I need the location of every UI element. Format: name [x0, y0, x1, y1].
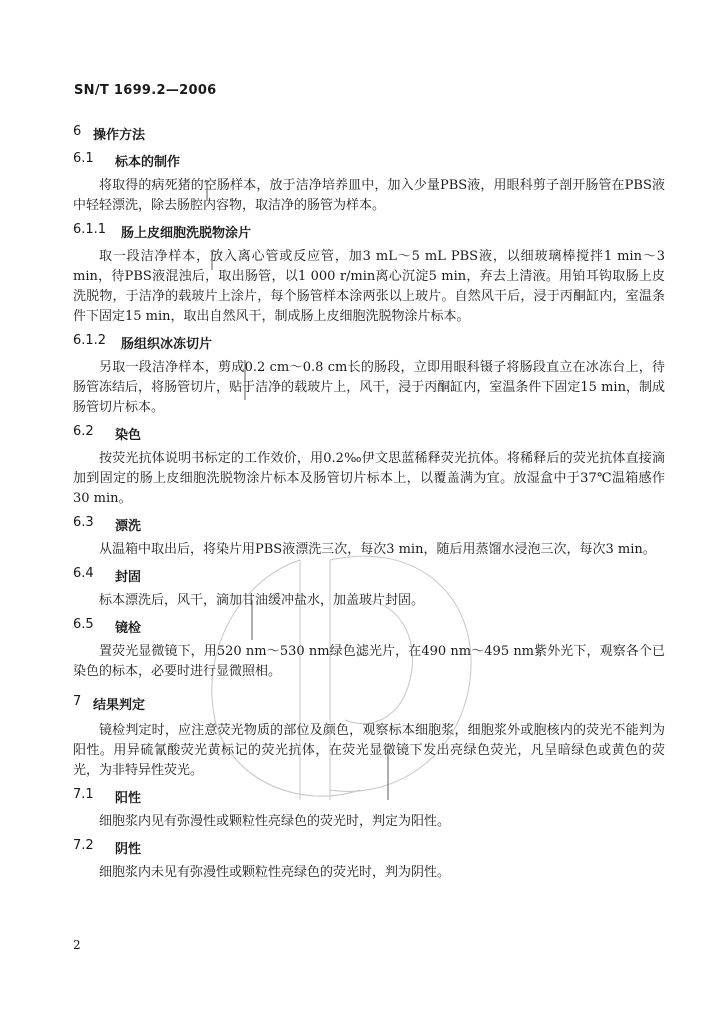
page-number: 2	[73, 938, 81, 952]
section-number: 6.2	[73, 424, 94, 439]
standard-number: SN/T 1699.2—2006	[74, 83, 217, 98]
section-heading	[73, 124, 665, 143]
section-title: 染色	[115, 428, 142, 443]
section-title: 镜检	[115, 621, 142, 636]
paragraph: 细胞浆内见有弥漫性或颗粒性亮绿色的荧光时，判定为阳性。	[99, 814, 451, 829]
section-title: 操作方法	[93, 128, 146, 143]
paragraph: 取一段洁净样本，放入离心管或反应管，加3 mL～5 mL PBS液，以细玻璃棒搅拌1 min～3 min，待PBS液混浊后，取出肠管，以1 000 r/min离心沉淀5 min，弃去上清液。用铂耳钩取肠上皮洗脱物，于洁净的载玻片上涂片，每个肠管样本涂两张以上玻片。自然风干后，浸于丙酮缸内，室温条件下固定15 min，取出自然风干，制成肠上皮细胞洗脱物涂片标本。	[73, 249, 665, 324]
section-heading	[73, 151, 665, 170]
paragraph: 另取一段洁净样本，剪成0.2 cm～0.8 cm长的肠段，立即用眼科镊子将肠段直立在冰冻台上，待肠管冻结后，将肠管切片，贴于洁净的载玻片上，风干，浸于丙酮缸内，室温条件下固定15 min，制成肠管切片标本。	[73, 360, 665, 415]
section-title: 结果判定	[93, 698, 146, 713]
paragraph: 按荧光抗体说明书标定的工作效价，用0.2‰伊文思蓝稀释荧光抗体。将稀释后的荧光抗体直接滴加到固定的肠上皮细胞洗脱物涂片标本及肠管切片标本上，以覆盖满为宜。放湿盒中于37℃温箱感作30 min。	[73, 451, 665, 506]
section-number: 7.2	[73, 838, 94, 853]
section-number: 6.5	[73, 617, 94, 632]
paragraph: 将取得的病死猪的空肠样本，放于洁净培养皿中，加入少量PBS液，用眼科剪子剖开肠管在PBS液中轻轻漂洗，除去肠腔内容物，取洁净的肠管为样本。	[73, 178, 665, 213]
section-number: 6.1.1	[73, 222, 107, 237]
section-title: 阴性	[115, 842, 142, 857]
section-heading	[73, 333, 665, 352]
section-heading	[73, 515, 665, 534]
section-heading	[73, 617, 665, 636]
section-title: 肠上皮细胞洗脱物涂片	[121, 226, 252, 241]
section-title: 漂洗	[115, 519, 142, 534]
section-number: 6.1	[73, 151, 94, 166]
section-heading	[73, 787, 665, 806]
section-title: 肠组织冰冻切片	[121, 337, 213, 352]
paragraph: 标本漂洗后，风干，滴加甘油缓冲盐水，加盖玻片封固。	[99, 593, 425, 608]
section-number: 6.4	[73, 566, 94, 581]
document-body	[73, 124, 665, 889]
section-heading	[73, 222, 665, 241]
section-heading	[73, 424, 665, 443]
section-title: 封固	[115, 570, 142, 585]
section-number: 7.1	[73, 787, 94, 802]
section-title: 标本的制作	[115, 155, 181, 170]
section-number: 6.3	[73, 515, 94, 530]
section-number: 6.1.2	[73, 333, 107, 348]
section-title: 阳性	[115, 791, 142, 806]
section-number: 7	[73, 694, 82, 709]
paragraph: 置荧光显微镜下，用520 nm～530 nm绿色滤光片，在490 nm～495 nm紫外光下，观察各个已染色的标本，必要时进行显微照相。	[73, 644, 665, 679]
section-heading	[73, 694, 665, 713]
section-number: 6	[73, 124, 82, 139]
paragraph: 细胞浆内未见有弥漫性或颗粒性亮绿色的荧光时，判为阴性。	[99, 865, 451, 880]
paragraph: 镜检判定时，应注意荧光物质的部位及颜色，观察标本细胞浆，细胞浆外或胞核内的荧光不能判为阳性。用异硫氰酸荧光黄标记的荧光抗体，在荧光显微镜下发出亮绿色荧光，凡呈暗绿色或黄色的荧光，为非特异性荧光。	[73, 723, 665, 778]
section-heading	[73, 838, 665, 857]
paragraph: 从温箱中取出后，将染片用PBS液漂洗三次，每次3 min，随后用蒸馏水浸泡三次，每次3 min。	[99, 542, 656, 557]
section-heading	[73, 566, 665, 585]
